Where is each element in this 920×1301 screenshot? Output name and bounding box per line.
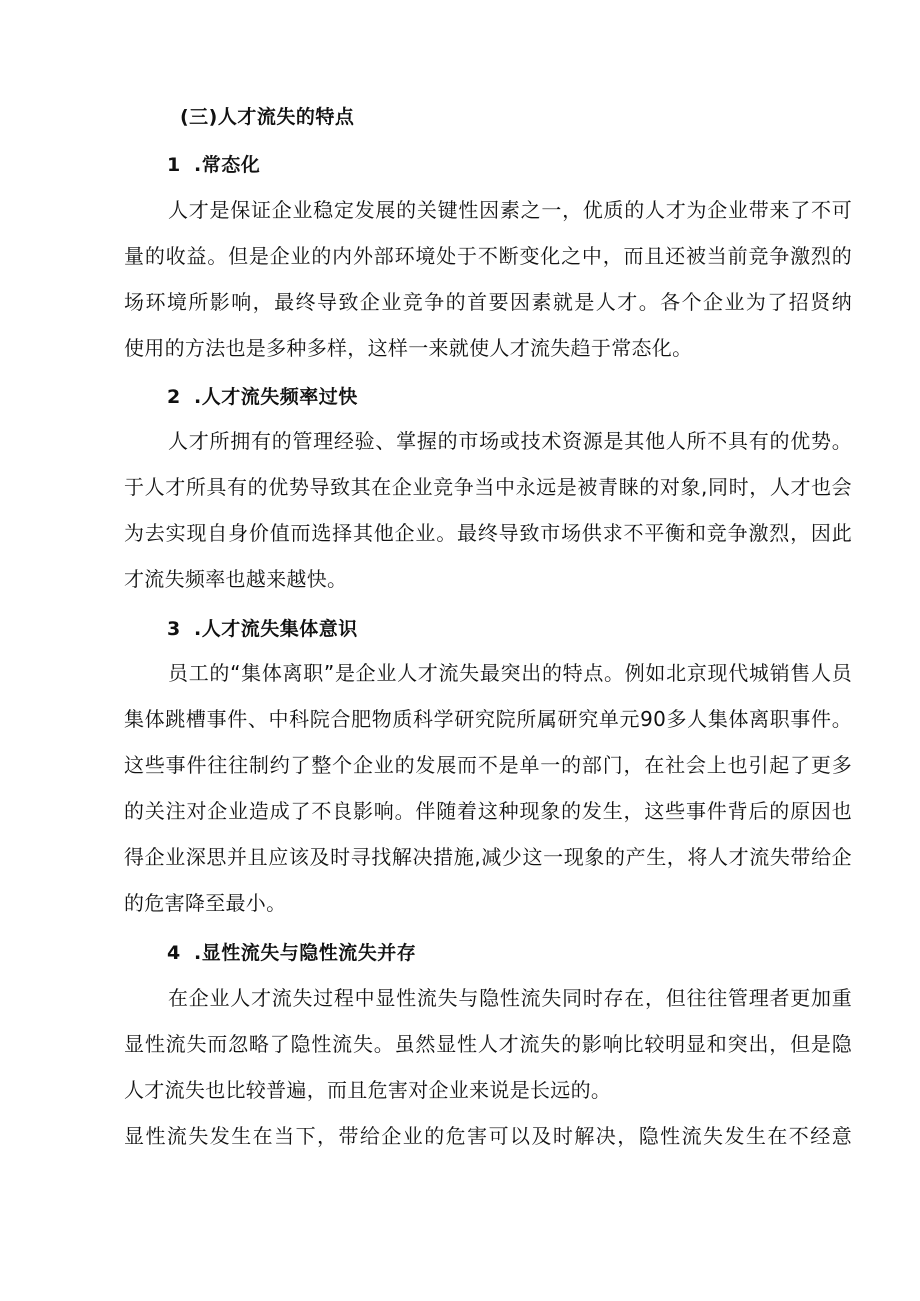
item-4-number: 4: [167, 942, 181, 964]
item-1-heading: [167, 152, 260, 178]
paragraph-line: 显性流失而忽略了隐性流失。虽然显性人才流失的影响比较明显和突出，但是隐: [124, 1032, 852, 1056]
item-2-title: .人才流失频率过快: [194, 386, 358, 408]
paragraph-line: 才流失频率也越来越快。: [124, 567, 348, 591]
paragraph-line: 这些事件往往制约了整个企业的发展而不是单一的部门，在社会上也引起了更多: [124, 753, 852, 777]
item-4-paragraph: [124, 975, 852, 1159]
item-4-title: .显性流失与隐性流失并存: [194, 942, 417, 964]
paragraph-line: 员工的“集体离职”是企业人才流失最突出的特点。例如北京现代城销售人员: [168, 661, 852, 685]
item-1-title: .常态化: [194, 154, 261, 176]
paragraph-line: 显性流失发生在当下，带给企业的危害可以及时解决，隐性流失发生在不经意: [124, 1124, 852, 1148]
paragraph-line: 在企业人才流失过程中显性流失与隐性流失同时存在，但往往管理者更加重: [168, 986, 852, 1010]
item-2-heading: [167, 384, 358, 410]
item-3-paragraph: [124, 650, 852, 926]
paragraph-line: 人才流失也比较普遍，而且危害对企业来说是长远的。: [124, 1078, 612, 1102]
paragraph-line: 场环境所影响，最终导致企业竞争的首要因素就是人才。各个企业为了招贤纳: [124, 290, 852, 314]
section-title: (三)人才流失的特点: [180, 106, 355, 128]
item-2-number: 2: [167, 386, 181, 408]
item-3-title: .人才流失集体意识: [194, 618, 358, 640]
paragraph-line: 的关注对企业造成了不良影响。伴随着这种现象的发生，这些事件背后的原因也: [124, 799, 852, 823]
paragraph-line: 使用的方法也是多种多样，这样一来就使人才流失趋于常态化。: [124, 336, 693, 360]
paragraph-line: 量的收益。但是企业的内外部环境处于不断变化之中，而且还被当前竞争激烈的: [124, 244, 852, 268]
paragraph-line: 于人才所具有的优势导致其在企业竞争当中永远是被青睐的对象,同时，人才也会: [124, 475, 852, 499]
paragraph-line: 的危害降至最小。: [124, 891, 287, 915]
item-1-paragraph: [124, 187, 852, 371]
paragraph-line: 集体跳槽事件、中科院合肥物质科学研究院所属研究单元90多人集体离职事件。: [124, 707, 852, 731]
item-3-number: 3: [167, 618, 181, 640]
item-4-heading: [167, 940, 416, 966]
paragraph-line: 为去实现自身价值而选择其他企业。最终导致市场供求不平衡和竞争激烈，因此: [124, 521, 852, 545]
paragraph-line: 人才所拥有的管理经验、掌握的市场或技术资源是其他人所不具有的优势。: [168, 429, 852, 453]
paragraph-line: 人才是保证企业稳定发展的关键性因素之一，优质的人才为企业带来了不可: [168, 198, 852, 222]
paragraph-line: 得企业深思并且应该及时寻找解决措施,减少这一现象的产生，将人才流失带给企: [124, 845, 852, 869]
item-3-heading: [167, 616, 358, 642]
item-2-paragraph: [124, 418, 852, 602]
item-1-number: 1: [167, 154, 181, 176]
